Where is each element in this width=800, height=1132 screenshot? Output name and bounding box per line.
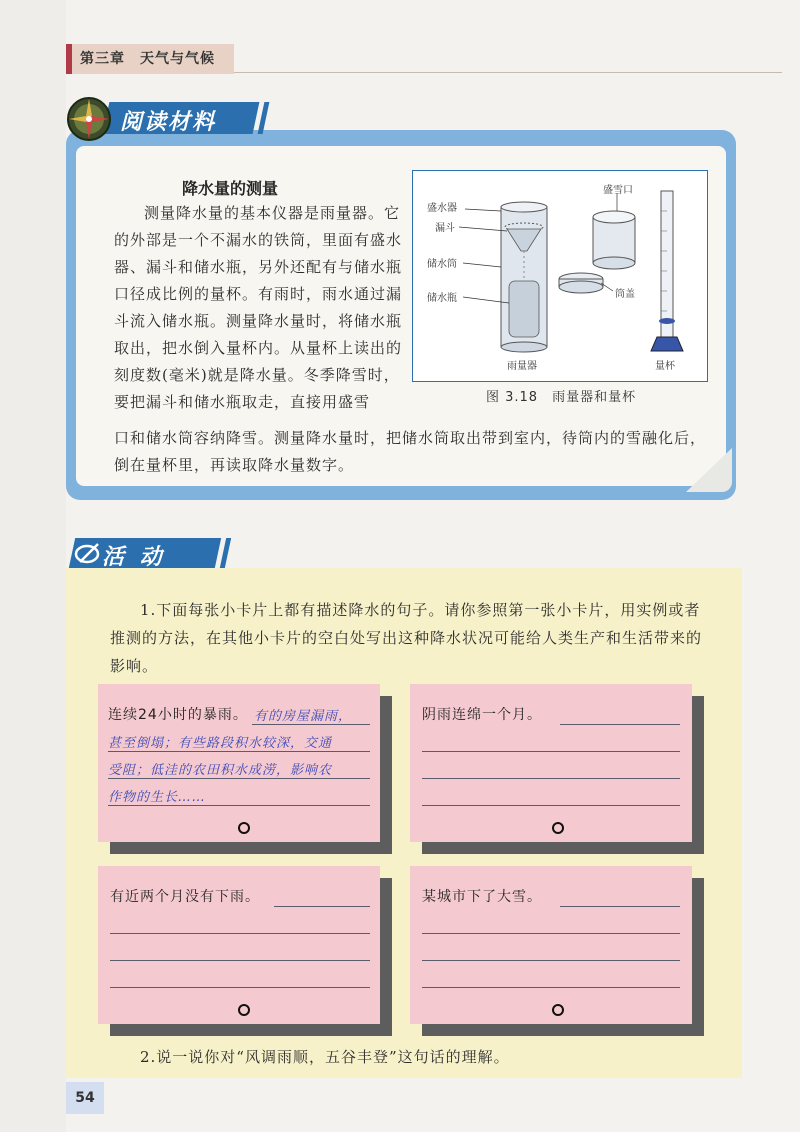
- label-snow-mouth: 盛雪口: [603, 185, 633, 196]
- card-1-rule-4: [108, 805, 370, 806]
- card-4-punch-hole: [552, 1004, 564, 1016]
- card-1-answer-line-1: 有的房屋漏雨，: [254, 709, 353, 724]
- reading-paragraph-continued: 口和储水筒容纳降雪。测量降水量时，把储水筒取出带到室内，待筒内的雪融化后，倒在量杯里，再读取降水量数字。: [114, 429, 707, 474]
- card-1-punch-hole: [238, 822, 250, 834]
- rain-gauge-figure: [412, 170, 708, 382]
- left-margin-strip: [0, 0, 66, 1132]
- label-storage-cylinder: 储水筒: [427, 259, 457, 270]
- reading-header: [66, 96, 266, 144]
- rain-gauge-diagram: [413, 171, 707, 381]
- card-3-rule-3: [110, 960, 370, 961]
- card-2-rule-3: [422, 778, 680, 779]
- header-rule: [234, 72, 782, 73]
- card-4-rule-4: [422, 987, 680, 988]
- card-4-rule-2: [422, 933, 680, 934]
- label-cup: 量杯: [655, 361, 675, 372]
- reading-heading: 降水量的测量: [182, 179, 279, 198]
- card-3-rule-1: [274, 906, 370, 907]
- label-gauge: 雨量器: [507, 361, 537, 372]
- card-1-prompt: 连续24小时的暴雨。: [108, 707, 248, 723]
- activity-badge-label: 活 动: [102, 545, 166, 570]
- card-4-rule-3: [422, 960, 680, 961]
- card-2-rule-1: [560, 724, 680, 725]
- compass-icon: [66, 96, 112, 142]
- activity-question-1: 1.下面每张小卡片上都有描述降水的句子。请你参照第一张小卡片，用实例或者推测的方法，在其他小卡片的空白处写出这种降水状况可能给人类生产和生活带来的影响。: [110, 601, 703, 675]
- card-1-answer-line-4: 作物的生长……: [108, 790, 207, 805]
- page-number: 54: [66, 1082, 104, 1114]
- pencil-swirl-icon: [74, 540, 102, 566]
- card-2-prompt: 阴雨连绵一个月。: [422, 707, 542, 723]
- card-4-prompt: 某城市下了大雪。: [422, 889, 542, 905]
- card-1-answer-line-2: 甚至倒塌；有些路段积水较深，交通: [108, 736, 333, 751]
- label-water-holder: 盛水器: [427, 203, 457, 214]
- card-4: [410, 866, 692, 1024]
- label-cap: 筒盖: [615, 289, 635, 300]
- reading-badge-label: 阅读材料: [120, 110, 217, 135]
- card-1-answer-line-3: 受阻；低洼的农田积水成涝，影响农: [108, 763, 333, 778]
- card-2-rule-4: [422, 805, 680, 806]
- card-1: [98, 684, 380, 842]
- figure-caption: 图 3.18 雨量器和量杯: [486, 390, 637, 405]
- chapter-header: 第三章 天气与气候: [66, 44, 234, 74]
- card-1-rule-3: [108, 778, 370, 779]
- card-3-rule-4: [110, 987, 370, 988]
- card-3-prompt: 有近两个月没有下雨。: [110, 889, 260, 905]
- card-2: [410, 684, 692, 842]
- card-2-punch-hole: [552, 822, 564, 834]
- label-funnel: 漏斗: [435, 223, 455, 234]
- activity-header: [66, 534, 226, 574]
- label-storage-bottle: 储水瓶: [427, 293, 457, 304]
- card-2-rule-2: [422, 751, 680, 752]
- card-1-rule-1: [252, 724, 370, 725]
- card-4-rule-1: [560, 906, 680, 907]
- activity-question-2: 2.说一说你对“风调雨顺，五谷丰登”这句话的理解。: [140, 1048, 510, 1066]
- card-1-rule-2: [108, 751, 370, 752]
- card-3-rule-2: [110, 933, 370, 934]
- card-3-punch-hole: [238, 1004, 250, 1016]
- card-3: [98, 866, 380, 1024]
- reading-paragraph: 测量降水量的基本仪器是雨量器。它的外部是一个不漏水的铁筒，里面有盛水器、漏斗和储水瓶，另外还配有与储水瓶口径成比例的量杯。有雨时，雨水通过漏斗流入储水瓶。测量降水量时，将储水瓶取出，把水倒入量杯内。从量杯上读出的刻度数(毫米)就是降水量。冬季降雪时，要把漏斗和储水瓶取走，直接用盛雪: [114, 204, 403, 411]
